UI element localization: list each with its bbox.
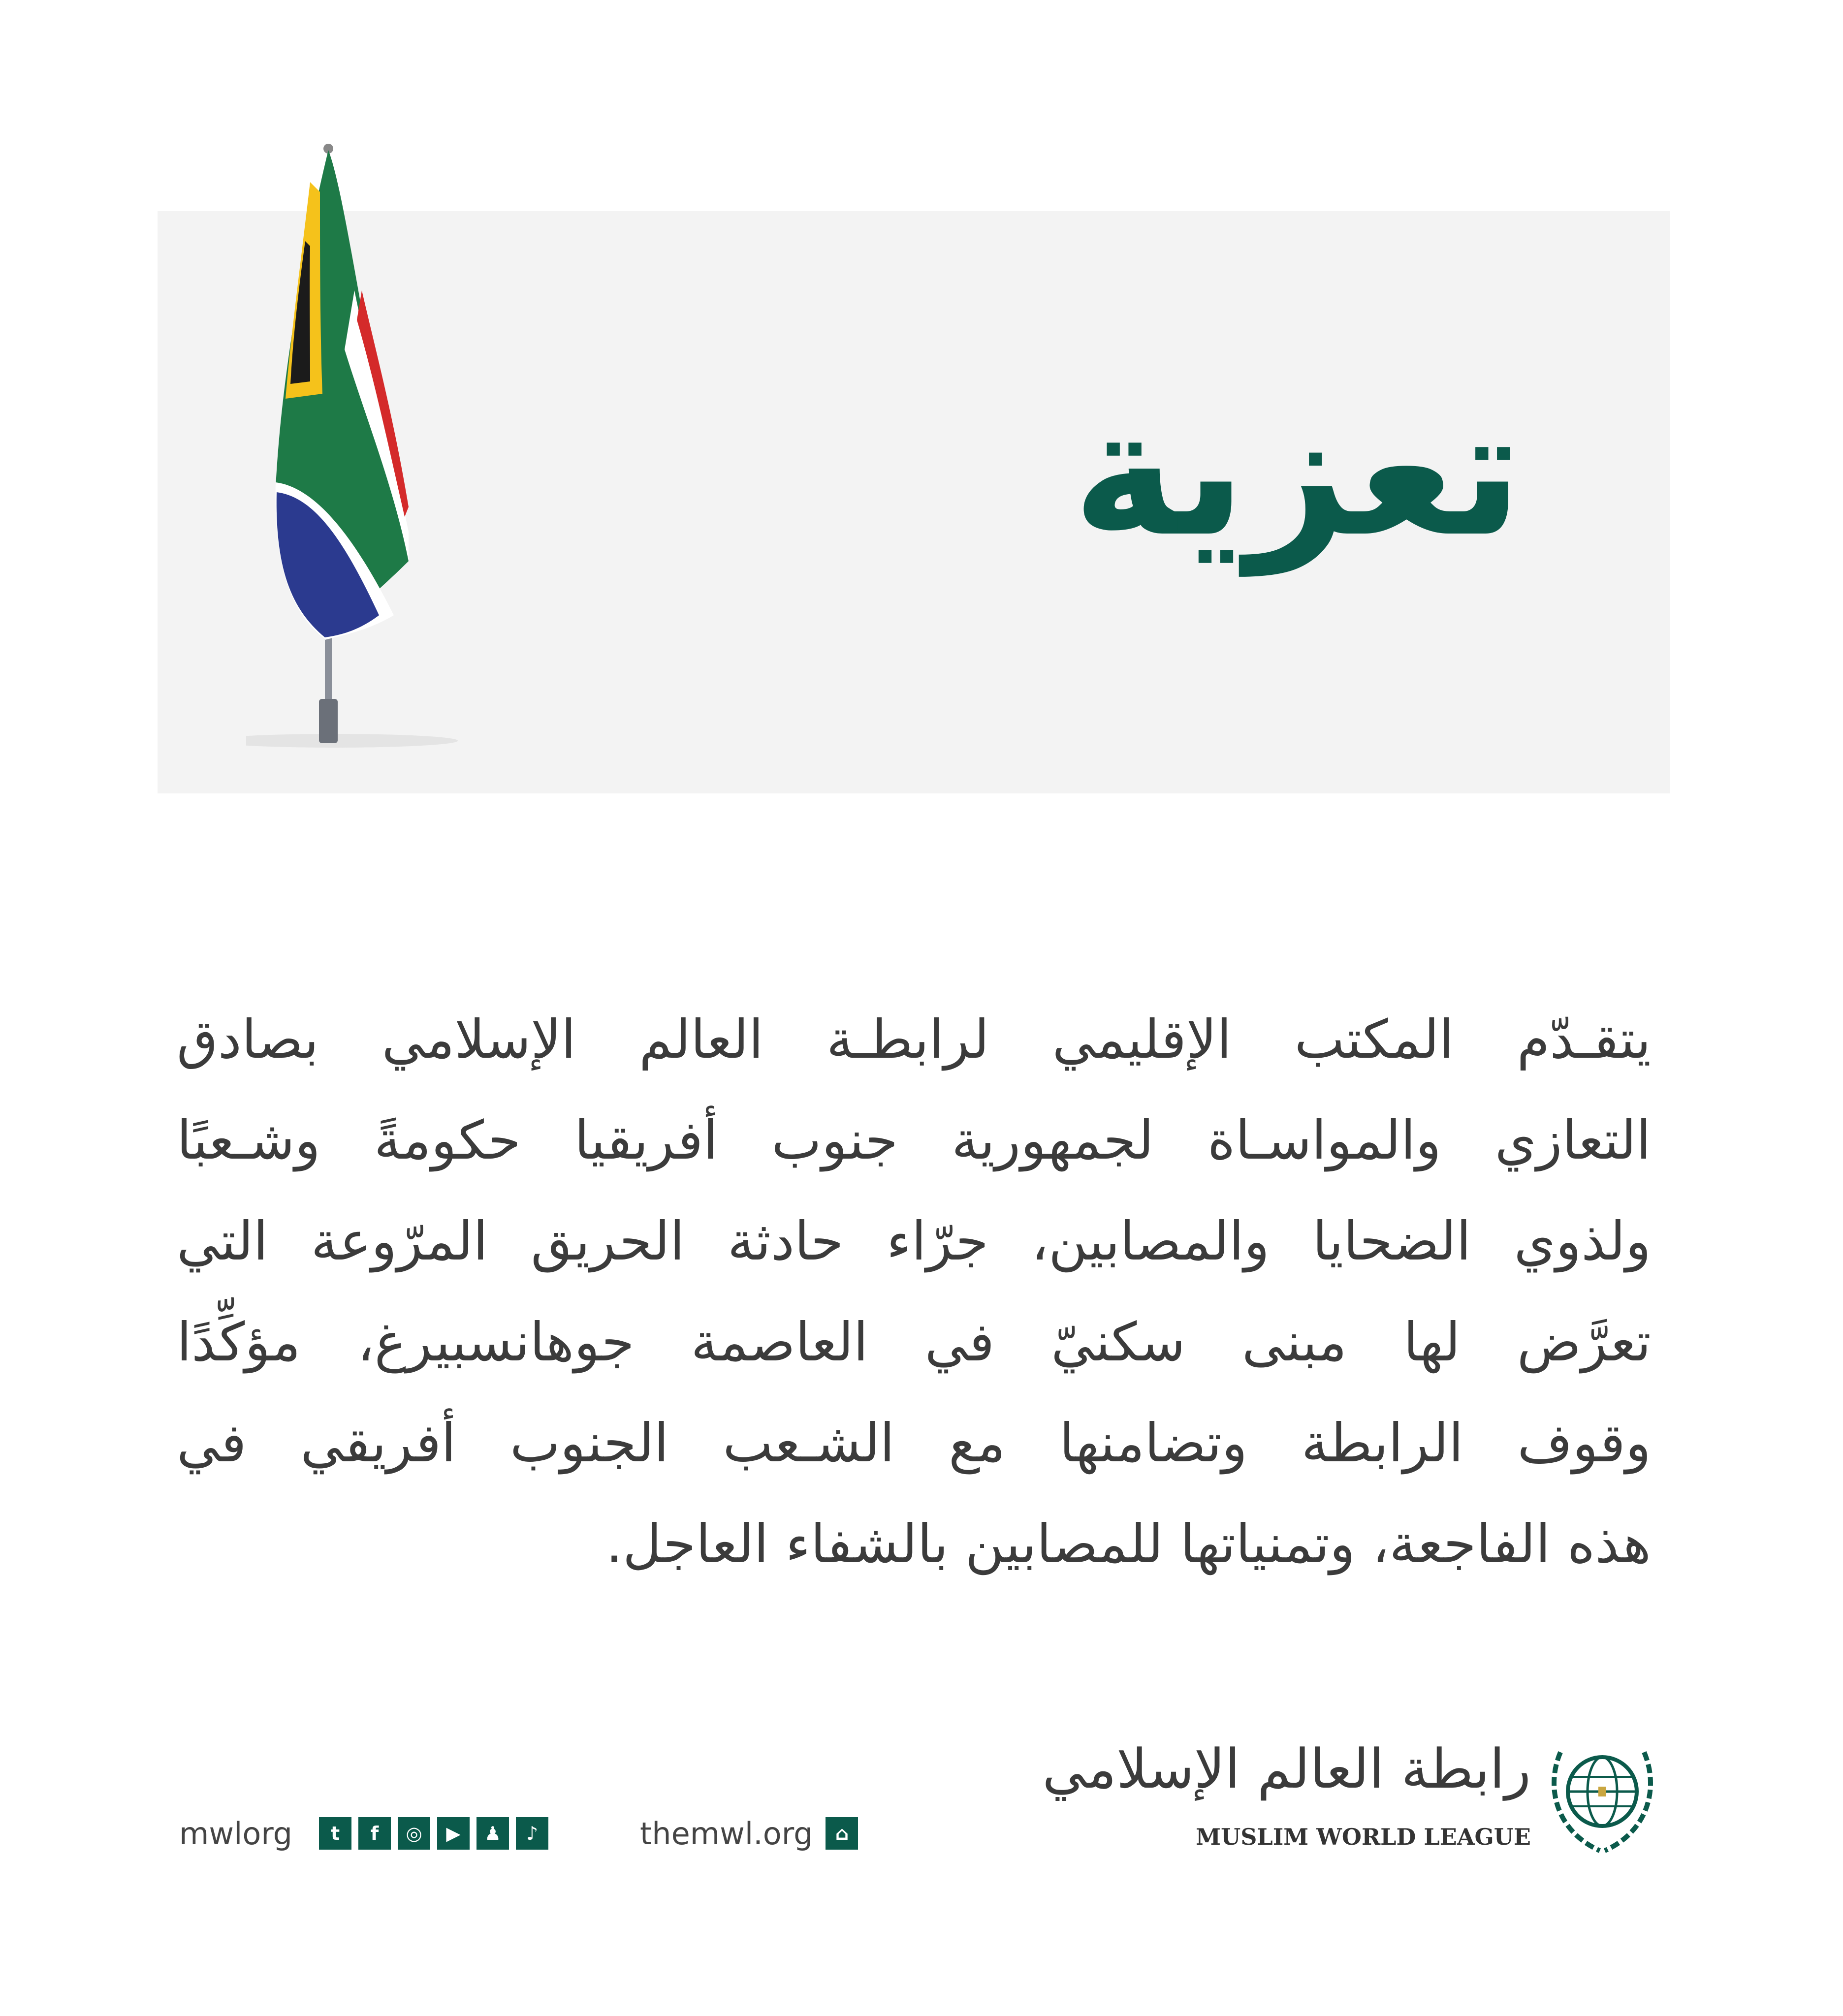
message-line: هذه الفاجعة، وتمنياتها للمصابين بالشفاء العاجل. <box>605 1513 1651 1575</box>
website-url[interactable]: themwl.org <box>640 1815 813 1852</box>
home-icon[interactable]: ⌂ <box>826 1817 858 1850</box>
social-bar <box>179 1816 548 1851</box>
message-line: وقوف الرابطة وتضامنها مع الشـعب الجنوب أفريقي في <box>177 1413 1651 1474</box>
snapchat-icon[interactable]: ♟ <box>477 1817 509 1850</box>
website-link[interactable] <box>640 1816 858 1851</box>
twitter-icon[interactable]: t <box>319 1817 351 1850</box>
globe-wreath-emblem-icon <box>1546 1737 1659 1856</box>
logo-english-text: MUSLIM WORLD LEAGUE <box>1196 1824 1531 1850</box>
message-line: يتقـدّم المكتب الإقليمي لرابطـة العالم الإسلامي بصادق <box>177 1009 1651 1071</box>
message-line: ولذوي الضحايا والمصابين، جرّاء حادثة الحريق المرّوعة التي <box>177 1211 1651 1272</box>
page-title: تعزية <box>1072 369 1523 575</box>
message-line: تعرَّض لها مبنى سكنيّ في العاصمة جوهانسبيرغ، مؤكِّدًا <box>177 1312 1651 1373</box>
message-line: التعازي والمواسـاة لجمهورية جنوب أفريقيا حكومةً وشـعبًا <box>177 1110 1651 1171</box>
facebook-icon[interactable]: f <box>358 1817 391 1850</box>
south-africa-flag-image <box>246 143 591 802</box>
tiktok-icon[interactable]: ♪ <box>516 1817 548 1850</box>
condolence-message <box>177 989 1651 1595</box>
logo-arabic-text: رابطة العالم الإسلامي <box>1042 1737 1531 1800</box>
mwl-logo <box>1042 1737 1659 1856</box>
youtube-icon[interactable]: ▶ <box>437 1817 470 1850</box>
social-handle: mwlorg <box>179 1815 293 1852</box>
instagram-icon[interactable]: ◎ <box>398 1817 430 1850</box>
